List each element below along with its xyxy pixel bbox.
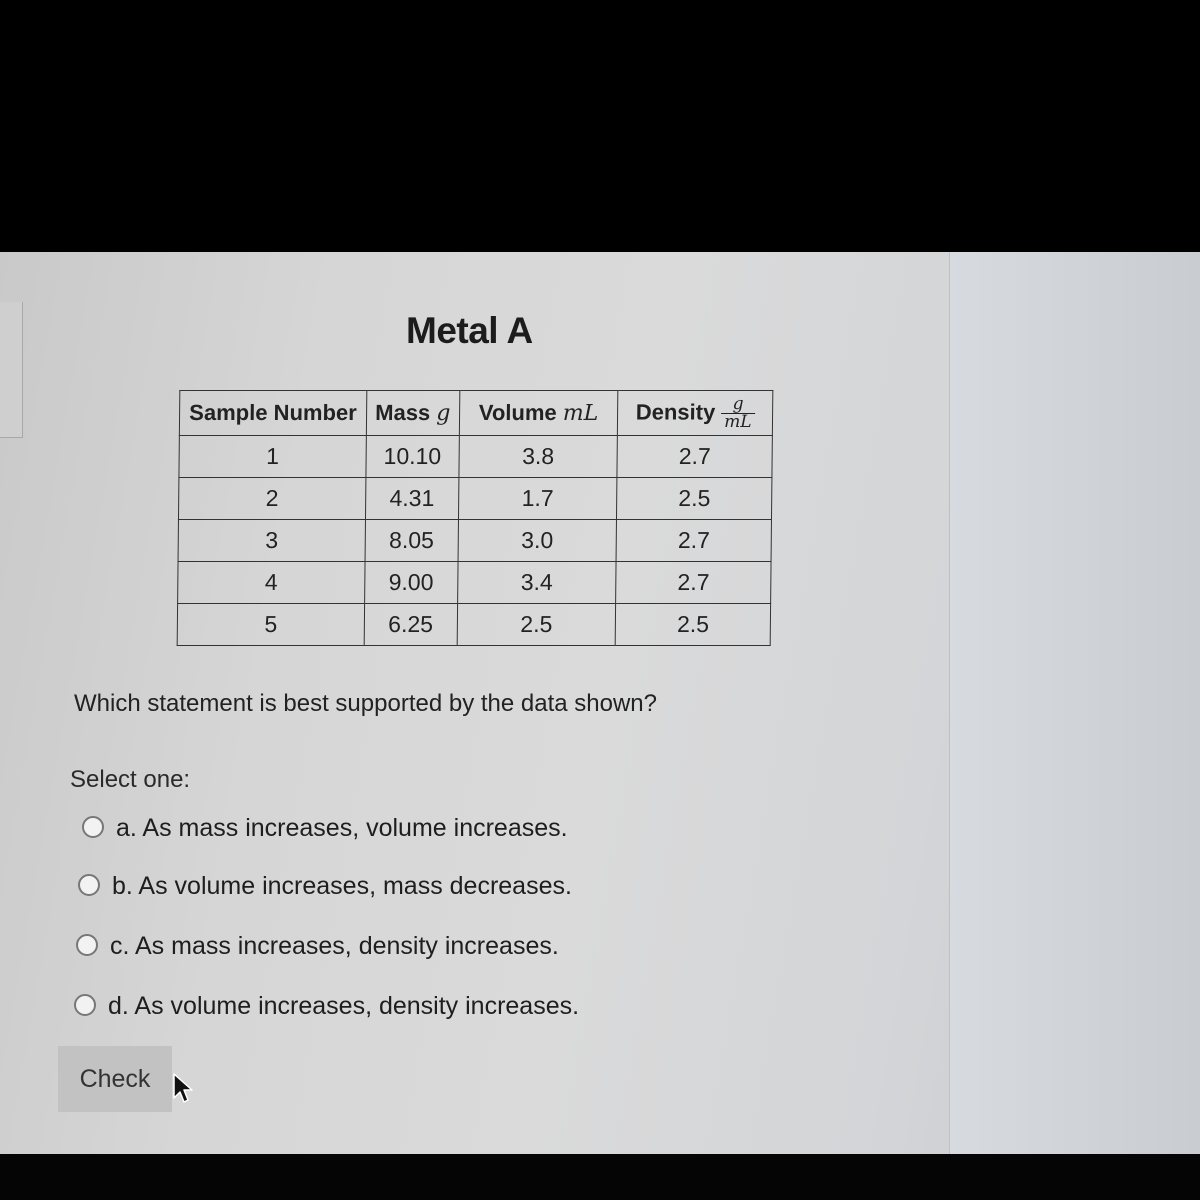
cell-mass: 9.00 [364, 562, 457, 604]
cell-density: 2.7 [616, 520, 771, 562]
cell-mass: 10.10 [366, 436, 459, 478]
cell-volume: 2.5 [457, 604, 616, 646]
page-title: Metal A [406, 310, 533, 351]
header-sample-number: Sample Number [179, 391, 366, 436]
table-row [179, 436, 772, 478]
option-a[interactable] [82, 814, 568, 843]
mass-unit: g [436, 401, 451, 426]
quiz-screen [0, 252, 1200, 1154]
check-button[interactable]: Check [58, 1046, 172, 1112]
cell-density: 2.7 [617, 436, 772, 478]
select-one-label: Select one: [70, 766, 191, 793]
cell-sample: 2 [178, 478, 365, 520]
table-header-row [179, 391, 772, 436]
cell-density: 2.5 [615, 604, 770, 646]
header-volume: Volume mL [459, 391, 618, 436]
option-label: c. As mass increases, density increases. [110, 932, 559, 960]
cell-mass: 6.25 [364, 604, 457, 646]
cell-density: 2.7 [616, 562, 771, 604]
mouse-pointer-icon [172, 1072, 194, 1106]
cell-volume: 1.7 [458, 478, 617, 520]
cell-sample: 4 [178, 562, 365, 604]
cell-density: 2.5 [617, 478, 772, 520]
bezel-bottom [0, 1154, 1200, 1200]
volume-unit: mL [562, 401, 599, 426]
option-d[interactable] [74, 992, 579, 1021]
radio-unselected-icon[interactable] [78, 874, 100, 896]
table-row [178, 562, 771, 604]
header-mass: Mass g [366, 391, 459, 436]
table-row [177, 604, 770, 646]
radio-unselected-icon[interactable] [82, 816, 104, 838]
table-row [178, 520, 771, 562]
option-label: a. As mass increases, volume increases. [116, 814, 568, 842]
radio-unselected-icon[interactable] [76, 934, 98, 956]
cell-mass: 8.05 [365, 520, 458, 562]
table-row [178, 478, 771, 520]
density-unit-fraction: $\frac{g}{mL}$ [721, 396, 755, 431]
cell-sample: 1 [179, 436, 366, 478]
data-table [177, 390, 774, 646]
page-edge [0, 302, 23, 438]
cell-volume: 3.0 [458, 520, 617, 562]
cell-volume: 3.8 [459, 436, 618, 478]
option-label: d. As volume increases, density increases. [108, 992, 580, 1020]
option-b[interactable] [78, 872, 572, 901]
cell-mass: 4.31 [365, 478, 458, 520]
header-density: Density $\frac{g}{mL}$ [618, 391, 773, 436]
cell-sample: 5 [177, 604, 364, 646]
cell-sample: 3 [178, 520, 365, 562]
cell-volume: 3.4 [457, 562, 616, 604]
option-c[interactable] [76, 932, 559, 961]
option-label: b. As volume increases, mass decreases. [112, 872, 572, 900]
question-text: Which statement is best supported by the data shown? [74, 690, 657, 717]
radio-unselected-icon[interactable] [74, 994, 96, 1016]
right-panel-edge [949, 252, 1200, 1154]
